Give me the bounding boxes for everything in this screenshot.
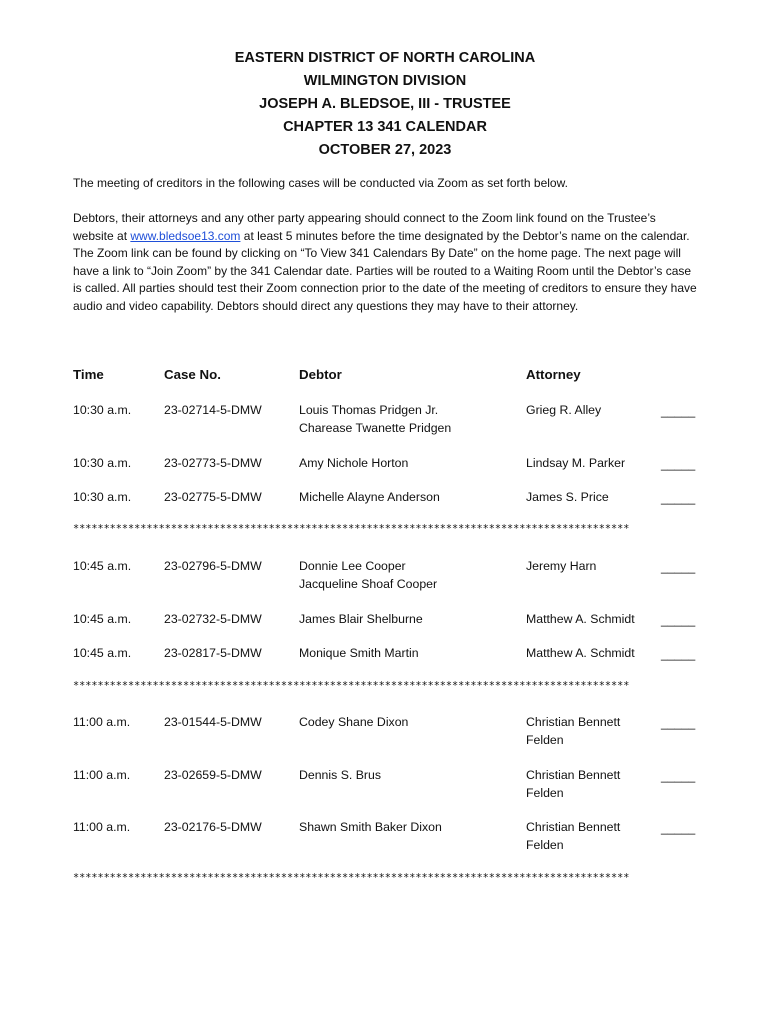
instructions-paragraph xyxy=(73,210,698,315)
row-signature-blank: _____ xyxy=(661,716,696,730)
header-calendar-title: CHAPTER 13 341 CALENDAR xyxy=(283,119,487,135)
row-attorney: Jeremy Harn xyxy=(526,559,597,573)
row-attorney-cont: Felden xyxy=(526,732,564,747)
row-debtor: Louis Thomas Pridgen Jr. xyxy=(299,403,439,417)
group-separator: ******************************************************************************************* xyxy=(73,873,630,884)
row-debtor: James Blair Shelburne xyxy=(299,612,423,626)
instructions-text-after: at least 5 minutes before the time designated by the Debtor’s name on the calendar. The Zoom link can be found by clicking on “To View 341 Calendars By Date” on the home page. The next page will have a link to “Join Zoom” by the 341 Calendar date. Parties will be routed to a Waiting Room until the Debtor’s case is called. All parties should test their Zoom connection prior to the date of the meeting of creditors to ensure they have audio and video capability. Debtors should direct any questions they may have to their attorney. xyxy=(73,228,697,313)
row-case-number: 23-02775-5-DMW xyxy=(164,490,262,504)
row-signature-blank: _____ xyxy=(661,613,696,627)
row-attorney: James S. Price xyxy=(526,490,609,504)
header-district: EASTERN DISTRICT OF NORTH CAROLINA xyxy=(234,50,536,66)
group-separator: ******************************************************************************************* xyxy=(73,524,630,535)
row-signature-blank: _____ xyxy=(661,560,696,574)
row-signature-blank: _____ xyxy=(661,769,696,783)
row-signature-blank: _____ xyxy=(661,404,696,418)
row-time: 11:00 a.m. xyxy=(73,820,131,834)
row-time: 10:30 a.m. xyxy=(73,403,132,417)
row-case-number: 23-01544-5-DMW xyxy=(164,715,262,729)
row-case-number: 23-02773-5-DMW xyxy=(164,456,262,470)
header-date: OCTOBER 27, 2023 xyxy=(318,142,452,158)
row-time: 10:30 a.m. xyxy=(73,456,132,470)
row-attorney: Grieg R. Alley xyxy=(526,403,602,417)
column-header-debtor: Debtor xyxy=(299,367,342,382)
row-attorney-cont: Felden xyxy=(526,837,564,852)
row-time: 10:45 a.m. xyxy=(73,559,132,573)
row-case-number: 23-02659-5-DMW xyxy=(164,768,262,782)
trustee-website-link[interactable]: www.bledsoe13.com xyxy=(130,228,241,243)
column-header-time: Time xyxy=(73,367,104,382)
row-time: 11:00 a.m. xyxy=(73,715,131,729)
group-separator: ******************************************************************************************* xyxy=(73,681,630,692)
column-header-case-no: Case No. xyxy=(164,367,221,382)
row-case-number: 23-02796-5-DMW xyxy=(164,559,262,573)
row-signature-blank: _____ xyxy=(661,491,696,505)
row-debtor: Donnie Lee Cooper xyxy=(299,559,406,573)
row-time: 10:30 a.m. xyxy=(73,490,132,504)
header-division: WILMINGTON DIVISION xyxy=(303,73,467,89)
row-co-debtor: Jacqueline Shoaf Cooper xyxy=(299,576,438,591)
column-header-attorney: Attorney xyxy=(526,367,581,382)
row-signature-blank: _____ xyxy=(661,457,696,471)
intro-paragraph: The meeting of creditors in the following cases will be conducted via Zoom as set forth below. xyxy=(73,176,568,190)
row-signature-blank: _____ xyxy=(661,647,696,661)
row-attorney: Christian Bennett xyxy=(526,820,621,834)
row-debtor: Amy Nichole Horton xyxy=(299,456,409,470)
row-case-number: 23-02732-5-DMW xyxy=(164,612,262,626)
row-time: 10:45 a.m. xyxy=(73,612,132,626)
header-trustee: JOSEPH A. BLEDSOE, III - TRUSTEE xyxy=(259,96,511,112)
row-case-number: 23-02176-5-DMW xyxy=(164,820,262,834)
row-attorney: Christian Bennett xyxy=(526,768,621,782)
row-debtor: Shawn Smith Baker Dixon xyxy=(299,820,442,834)
row-time: 10:45 a.m. xyxy=(73,646,132,660)
instructions-text-before: Debtors, their attorneys and any other party appearing should connect to the Zoom link found on the Trustee’s website at xyxy=(73,211,656,243)
row-attorney: Matthew A. Schmidt xyxy=(526,612,635,626)
row-attorney: Christian Bennett xyxy=(526,715,621,729)
row-attorney-cont: Felden xyxy=(526,785,564,800)
row-signature-blank: _____ xyxy=(661,821,696,835)
row-debtor: Michelle Alayne Anderson xyxy=(299,490,440,504)
row-debtor: Monique Smith Martin xyxy=(299,646,419,660)
row-time: 11:00 a.m. xyxy=(73,768,131,782)
row-case-number: 23-02714-5-DMW xyxy=(164,403,262,417)
row-attorney: Lindsay M. Parker xyxy=(526,456,626,470)
row-co-debtor: Charease Twanette Pridgen xyxy=(299,420,452,435)
row-case-number: 23-02817-5-DMW xyxy=(164,646,262,660)
document-header xyxy=(0,47,770,162)
row-debtor: Codey Shane Dixon xyxy=(299,715,409,729)
row-debtor: Dennis S. Brus xyxy=(299,768,382,782)
row-attorney: Matthew A. Schmidt xyxy=(526,646,635,660)
